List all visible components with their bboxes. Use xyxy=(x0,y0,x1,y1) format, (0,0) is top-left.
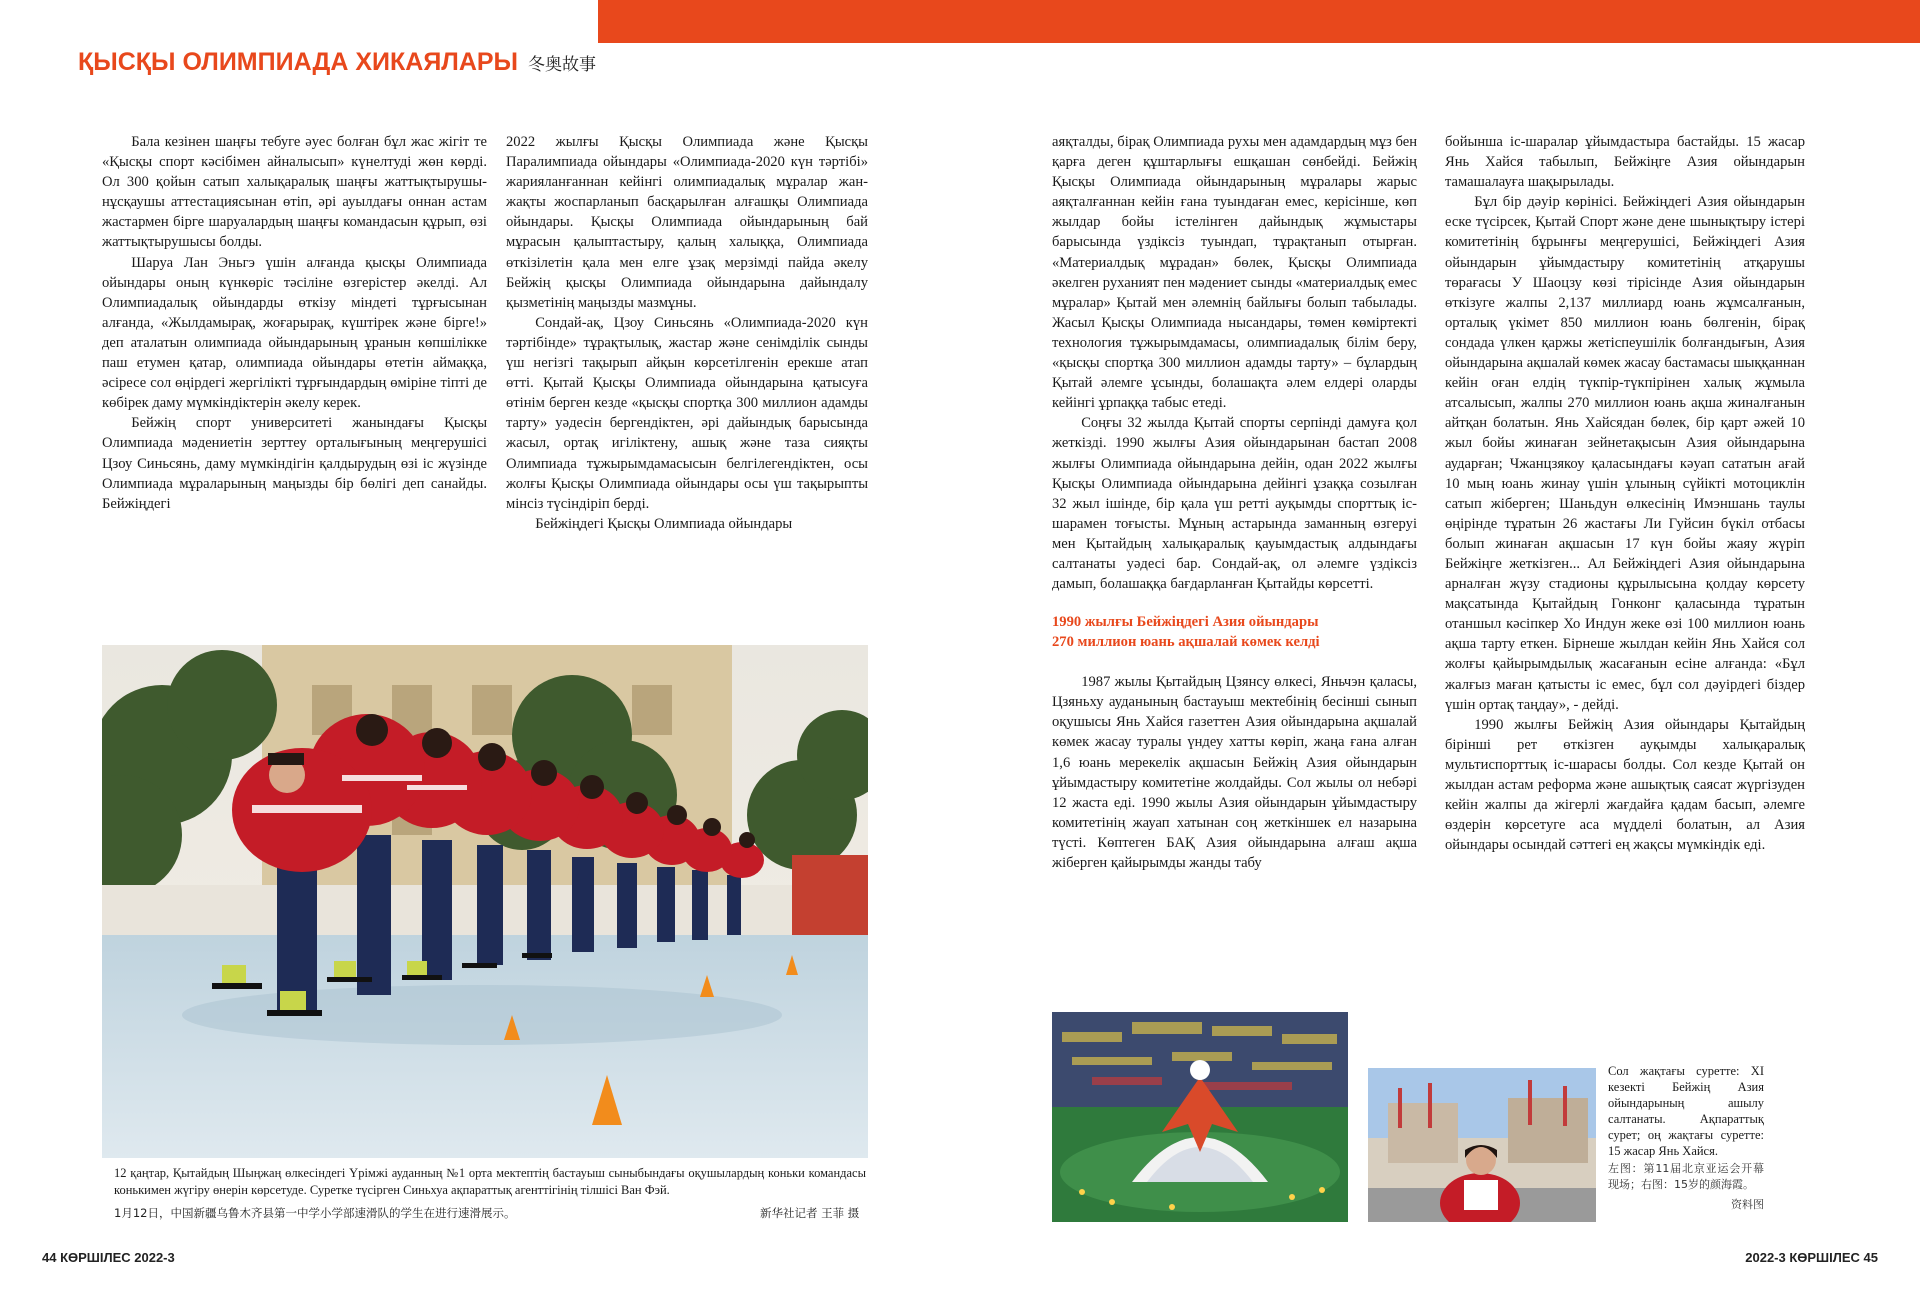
skating-photo-caption: 12 қаңтар, Қытайдың Шыңжаң өлкесіндегі Үрімжі ауданның №1 орта мектептің бастауыш сыныбындағы оқушылардың коньки командасы конькимен жүгіру өнерін көрсетуде. Суретке түсірген Синьхуа ақпараттық агенттігінің тілшісі Ван Фэй. xyxy=(114,1166,866,1197)
text-column-3 xyxy=(1052,132,1417,873)
paragraph: бойынша іс-шаралар ұйымдастыра бастайды. 15 жасар Янь Хайся табылып, Бейжіңге Азия ойындарын тамашалауға шақырылады. xyxy=(1445,134,1805,191)
paragraph: 1990 жылғы Бейжің Азия ойындары Қытайдың бірінші рет өткізген ауқымды халықаралық мультиспорттық іс-шарасы болды. Сол кезде Қытай он жылдан астам реформа және ашықтық саясат жүргізуден кейін жалпы да жігерлі жағдайға қадам басып, әлемге өздерін көрсетуге аса мүдделі болатын, ал Азия ойындары осындай сәттегі ең жақсы мүмкіндік еді. xyxy=(1445,716,1805,854)
page-number-left: 44 КӨРШІЛЕС 2022-3 xyxy=(42,1250,175,1265)
stadium-photo-image xyxy=(1052,1012,1348,1222)
paragraph: Бұл бір дәуір көрінісі. Бейжіңдегі Азия ойындарын еске түсірсек, Қытай Спорт және дене шынықтыру істері комитетінің бұрынғы меңгерушісі, Бейжіңдегі Азия ойындарын ұйымдастыру комитетінің атқарушы төрағасы У Шаоцзу көзі тірісінде Азия ойындарын өткізуге жалпы 2,137 миллиард юань жұмсалғанын, орталық үкімет 850 миллион юань бөлгенін, бірақ сондада үлкен қаржы жетіспеушілік болғандығын, Азия ойындарына ақшалай көмек жасау бастамасы шыққаннан кейін оған елдің түкпір-түкпірінен халық жұмыла атсалысып, жалпы 270 миллион юань ақша жиналғанын айтқан болатын. Янь Хайсядан бөлек, бір қарт әжей 10 жыл бойы жинаған зейнетақысын Азия ойындарына аударған; Чжанцзякоу қаласындағы кәуап сататын ағай 10 мың юань жинау үшін ұлының сүйікті мотоциклін сатып жіберген; Шаньдун өлкесінің Имэншань таулы өңірінде тұратын 26 жастағы Ли Гуйсин бүкіл отбасы болып жинаған ақшасын 17 күн бойы жаяу жүріп Бейжіңге жеткізген... Ал Бейжіңдегі Азия ойындарына арналған жүзу стадионы құрылысына қолдау көрсету мақсатында Қытайдың Гонконг қаласында тұратын отаншыл кәсіпкер Хо Индун жеке өзі 100 миллион юань ақша тарту еткен. Бірнеше жылдан кейін Янь Хайся сол жолғы қайырымдылық жасағанын есіне алғанда: «Бұл жалғыз маған қатысты іс емес, бұл сол дәуірдегі біздер үшін ортақ таңдау», - дейді. xyxy=(1445,194,1805,713)
right-photo-caption-cn: 左图：第11届北京亚运会开幕现场；右图：15岁的颜海霞。 xyxy=(1608,1162,1764,1191)
section-header xyxy=(78,48,596,77)
top-accent-bar xyxy=(598,0,1920,43)
paragraph: Бала кезінен шаңғы тебуге әуес болған бұл жас жігіт те «Қысқы спорт кәсібімен айналысып» күнелтуді жөн көрді. Ол 300 қойын сатып халықаралық шаңғы жаттықтырушы-нұсқаушы аттестациясынан өтіп, әрі ауылдағы оннан астам жастармен бірге шаруалардың шаңғы командасын құрып, өзі жаттықтырушысы болды. xyxy=(102,134,487,251)
stadium-photo xyxy=(1052,1012,1348,1222)
paragraph: Бейжіңдегі Қысқы Олимпиада ойындары xyxy=(535,515,793,532)
paragraph: Бейжің спорт университеті жанындағы Қысқы Олимпиада мәдениетін зерттеу орталығының меңгерушісі Цзоу Синьсянь, даму мүмкіндігін қалдырудың өзі іс жүзінде Олимпиада мұраларының маңызды бір бөлігі деп санайды. Бейжіңдегі xyxy=(102,415,487,512)
paragraph: Соңғы 32 жылда Қытай спорты серпінді дамуға қол жеткізді. 1990 жылғы Азия ойындарынан бастап 2008 жылғы Олимпиада ойындарына дейін, одан 2022 жылғы Қысқы Олимпиада ойындарына дейінгі ұзаққа созылған 32 жыл ішінде, бір қала үш ретті ауқымды спорттық іс-шарамен тоғысты. Мұның астарында заманның өзгеруі мен Қытайдың халықаралық қауымдастық алдындағы салтанаты уәдесі бар. Сондай-ақ, ол әлемге үздіксіз дамып, болашаққа бағдарланған Қытайды көрсетті. xyxy=(1052,415,1417,593)
text-column-1 xyxy=(102,132,487,514)
girl-photo xyxy=(1368,1068,1596,1222)
paragraph: 2022 жылғы Қысқы Олимпиада және Қысқы Паралимпиада ойындары «Олимпиада-2020 күн тәртібі» жарияланғаннан кейінгі олимпиадалық мұралар жан-жақты жоспарланып басқарылған алғашқы Олимпиада ойындары. Қысқы Олимпиада ойындарының бай мұрасын қалыптастыру, қалың халыққа, Олимпиада өткізілетін қала мен елге ұзақ мерзімді пайда әкелу Бейжің қысқы Олимпиада ойындарына дайындалу қызметінің маңызды мазмұны. xyxy=(506,134,868,311)
paragraph: Сондай-ақ, Цзоу Синьсянь «Олимпиада-2020 күн тәртібінде» тұрақтылық, жастар және сенімділік сынды үш негізгі тақырып айқын көрсетілгенін ерекше атап өтті. Қытай Қысқы Олимпиада ойындарына қатысуға өтінім берген кезде «қысқы спортқа 300 миллион адамды тарту» уәдесін бергендіктен, әрі дайындық барысында жасыл, ортақ игіліктену, ашық және таза сияқты Олимпиада тұжырымдамасысын белгілегендіктен, осы жолғы Қысқы Олимпиада ойындары осы үш тақырыпты мінсіз түсіндіріп берді. xyxy=(506,314,868,512)
skating-photo xyxy=(102,645,868,1158)
page-number-right: 2022-3 КӨРШІЛЕС 45 xyxy=(1745,1250,1878,1265)
text-column-2 xyxy=(506,132,868,534)
skating-photo-image xyxy=(102,645,868,1158)
skating-photo-credit: 新华社记者 王菲 摄 xyxy=(760,1206,860,1220)
subheading-line-2: 270 миллион юань ақшалай көмек келді xyxy=(1052,634,1320,651)
subheading-line-1: 1990 жылғы Бейжіңдегі Азия ойындары xyxy=(1052,614,1319,631)
right-photo-source: 资料图 xyxy=(1731,1198,1764,1211)
paragraph: Шаруа Лан Эньгэ үшін алғанда қысқы Олимпиада ойындары оның күнкөріс тәсіліне өзгерістер әкелді. Ал Олимпиадалық ойындарды өткізу міндеті тұрғысынан алғанда, «Жылдамырақ, жоғарырақ, күштірек және бірге!» деп аталатын олимпиада ойындарының ұранын көпшілікке паш етумен қатар, олимпиада ойындары өтетін аймаққа, әсіресе сол өңірдегі жергілікті тұрғындардың өміріне тіпті де көбірек даму мүмкіндіктерін әкелу керек. xyxy=(102,254,487,412)
text-column-4 xyxy=(1445,132,1805,855)
girl-photo-image xyxy=(1368,1068,1596,1222)
paragraph: 1987 жылы Қытайдың Цзянсу өлкесі, Яньчэн қаласы, Цзяньху ауданының бастауыш мектебінің бесінші сынып оқушысы Янь Хайся газеттен Азия ойындарына ақшалай көмек жасау туралы үндеу хатты көріп, жаңа ғана алған 1,6 юань мерекелік ақшасын Бейжің Азия ойындарын ұйымдастыру комитетіне жолдайды. Сол жылы ол небәрі 12 жаста еді. 1990 жылы Азия ойындарын ұйымдастыру комитетінің жауап хатынан соң жеткіншек ел назарына түсті. Көптеген БАҚ Азия ойындарына алғаш ақша жіберген қайырымды жанды табу xyxy=(1052,674,1417,871)
section-title: ҚЫСҚЫ ОЛИМПИАДА ХИКАЯЛАРЫ xyxy=(78,48,519,76)
paragraph: аяқталды, бірақ Олимпиада рухы мен адамдардың мұз бен қарға деген құштарлығы ешқашан сөнбейді. Бейжің Қысқы Олимпиада ойындарының мұралары жарыс аяқталғаннан кейін ғана туындаған емес, керісінше, көп жылдар бойы істелінген дайындық жұмыстары барысында үздіксіз туындап, тұрақтанып отырған. «Материалдық мұрадан» бөлек, Қысқы Олимпиада әкелген руханият пен мәдениет сынды «материалдық емес мұралар» Қытай мен әлемнің байлығы болып табылады. Жасыл Қысқы Олимпиада нысандары, төмен көміртекті технология тұжырымдамасы, олимпиадалық білім беру, «қысқы спортқа 300 миллион адамды тарту» – бұлардың Қытай әлемге ұсынды, болашақта әлем елдері оларды кейінгі ұрпаққа табыс етеді. xyxy=(1052,134,1417,412)
subheading xyxy=(1052,612,1417,652)
skating-photo-caption-cn: 1月12日，中国新疆乌鲁木齐县第一中学小学部速滑队的学生在进行速滑展示。 xyxy=(114,1206,516,1220)
section-title-cn: 冬奥故事 xyxy=(528,55,597,75)
right-photo-caption-kz: Сол жақтағы суретте: XI кезекті Бейжің Азия ойындарының ашылу салтанаты. Ақпараттық сурет; оң жақтағы суретте: 15 жасар Янь Хайся. xyxy=(1608,1064,1764,1158)
right-photo-caption xyxy=(1608,1063,1764,1213)
